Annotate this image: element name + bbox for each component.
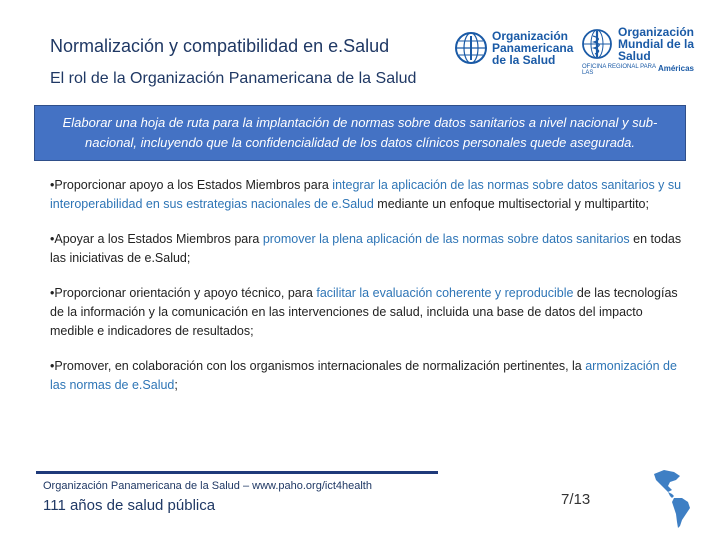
bullet-item: •Apoyar a los Estados Miembros para promover la plena aplicación de las normas sobre datos sanitarios en todas las iniciativas de e.Salud;	[50, 232, 682, 265]
paho-name-line: Panamericana	[492, 41, 574, 55]
footer-anniversary: 111 años de salud pública	[43, 497, 216, 514]
bullet-item: •Proporcionar orientación y apoyo técnico, para facilitar la evaluación coherente y reproducible de las tecnologías de la información y la comunicación en las intervenciones de salud, incluida una base de datos del impacto medible e indicadores de resultados;	[50, 286, 678, 338]
slide-title: Normalización y compatibilidad en e.Salud	[50, 36, 390, 56]
slide-subtitle: El rol de la Organización Panamericana de la Salud	[50, 70, 417, 87]
who-region-name: Américas	[657, 64, 694, 73]
who-name-line: Mundial de la Salud	[618, 37, 695, 63]
bullet-item: •Promover, en colaboración con los organismos internacionales de normalización pertinentes, la armonización de las normas de e.Salud;	[50, 359, 677, 392]
page-number: 7/13	[561, 491, 591, 508]
bullet-list	[50, 176, 686, 411]
paho-logo	[454, 26, 574, 70]
americas-map-icon	[650, 468, 702, 530]
paho-emblem-icon	[454, 31, 488, 65]
footer-organization: Organización Panamericana de la Salud – www.paho.org/ict4health	[43, 480, 372, 492]
footer-rule	[36, 471, 438, 474]
who-name-line: Organización	[618, 25, 695, 39]
who-region-prefix: OFICINA REGIONAL PARA LAS	[582, 64, 656, 76]
bullet-item: •Proporcionar apoyo a los Estados Miembros para integrar la aplicación de las normas sobre datos sanitarios y su interoperabilidad en sus estrategias nacionales de e.Salud mediante un enfoque multisectorial y multipartito;	[50, 178, 682, 211]
paho-name-line: Organización	[492, 29, 569, 43]
who-emblem-icon	[580, 27, 614, 61]
who-logo	[580, 26, 710, 80]
paho-name-line: de la Salud	[492, 53, 556, 67]
roadmap-banner: Elaborar una hoja de ruta para la implantación de normas sobre datos sanitarios a nivel nacional y sub-nacional, incluyendo que la confidencialidad de los datos clínicos personales quede asegurada.	[34, 105, 686, 161]
